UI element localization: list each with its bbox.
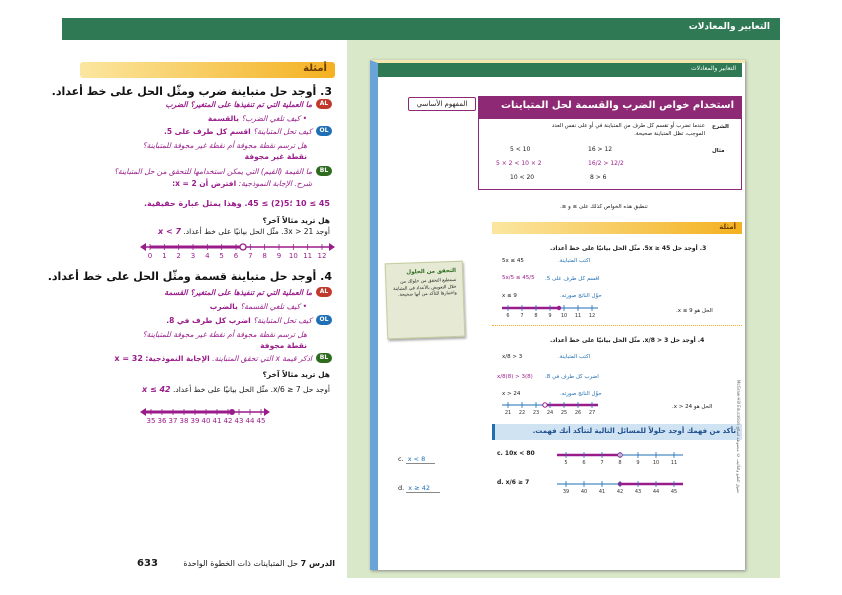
answer-d-value: x ≥ 42 (406, 484, 440, 493)
copyright-vertical: McGraw-Hill Education حقوق الطبع والتأليف © محفوظة لصالح (736, 380, 741, 494)
s3-tick-label: 8 (534, 313, 538, 319)
ex4-more-answer: x ≤ 42 (142, 385, 171, 394)
ex3-more-answer: x < 7 (158, 227, 182, 236)
chapter-title: التعابير والمعادلات (688, 22, 770, 32)
ex3-al-question: ما العملية التي تم تنفيذها على المتغير؟ الضرب (165, 100, 312, 109)
answer-d (398, 484, 440, 492)
s4-open-point (543, 403, 547, 407)
ex4-al-question: ما العملية التي تم تنفيذها على المتغير؟ القسمة (164, 288, 312, 297)
key-concept-tab: المفهوم الأساسي (408, 97, 476, 111)
badge-bl: BL (316, 353, 332, 363)
ex4-tick-label: 36 (157, 417, 167, 425)
s3-tick-label: 10 (560, 313, 568, 319)
s4-tick-label: 22 (518, 410, 526, 416)
ex3-solution: الحل هو x ≤ 9. (676, 308, 713, 314)
ex3-ol-row (164, 127, 312, 136)
ex4-tick-label: 38 (179, 417, 189, 425)
student-ex3: 3. أوجد حل 45 ≤ 5x. مثّل الحل بيانيًا على خط أعداد. (550, 245, 707, 252)
answer-c (398, 455, 435, 463)
ex3-al-answer: بالقسمة (207, 114, 239, 123)
cd-tick-label: 39 (562, 489, 570, 495)
s3-tick-label: 7 (520, 313, 524, 319)
examples-label: أمثلة (303, 63, 327, 74)
badge-ol: OL (316, 126, 332, 136)
sticky-body: تستطيع التحقق من حلولك من خلال التعويض بالأعداد في المتباينة واختبارها للتأكد من أنها صحيحة. (393, 277, 457, 298)
badge-ol: OL (316, 315, 332, 325)
ex4-comment-1: اكتب المتباينة. (558, 354, 591, 360)
examples-header (80, 62, 335, 78)
ex4-comment-2: اضرب كل طرف في 8. (545, 374, 599, 380)
s3-point (557, 306, 561, 310)
concept-math-2: 5 < 10 (510, 146, 531, 153)
ex3-tick-label: 12 (317, 252, 327, 260)
ex4-bl-answer: x = 32 (114, 354, 143, 363)
ex3-tick-label: 0 (147, 252, 153, 260)
badge-al: AL (316, 287, 332, 297)
cc-tick-label: 8 (618, 460, 622, 466)
ex4-solution: الحل هو x > 24. (672, 404, 713, 410)
check-c: c. 10x < 80 (497, 450, 535, 457)
ex3-arrow-right (329, 243, 335, 251)
ex3-bl-answer-label: شرح. الإجابة النموذجية: (238, 179, 312, 188)
ex4-tick-label: 42 (223, 417, 233, 425)
ex3-number-line (140, 238, 335, 266)
ex4-number-line (140, 403, 270, 431)
ex4-bl-row (114, 354, 312, 363)
ex4-tick-label: 44 (245, 417, 255, 425)
ex3-more: أوجد 21 < 3x. مثّل الحل بيانيًا على خط أعداد. (183, 227, 330, 236)
ex3-tick-label: 11 (303, 252, 313, 260)
cd-tick-label: 41 (598, 489, 606, 495)
s4-tick-label: 27 (588, 410, 596, 416)
student-ex4-number-line (500, 398, 600, 420)
ex4-tick-label: 35 (146, 417, 156, 425)
ex3-tick-label: 7 (248, 252, 253, 260)
check-title: تأكد من فهمك أوجد حلولاً للمسائل التالية لتتأكد أنك فهمت. (532, 427, 736, 435)
ex4-ol-row (166, 316, 312, 325)
ex3-step-2: 5x/5 ≤ 45/5 (502, 275, 535, 281)
ex3-tick-label: 2 (176, 252, 181, 260)
ex4-al-answer: بالضرب (209, 302, 238, 311)
ex3-step-3: x ≤ 9 (502, 293, 517, 299)
concept-math-4: 5 × 2 < 10 × 2 (496, 160, 542, 167)
ex3-ol-question: كيف تحل المتباينة؟ (253, 127, 312, 136)
concept-math-1: 16 > 12 (588, 146, 613, 153)
answer-c-value: x < 8 (406, 455, 436, 464)
cd-tick-label: 44 (652, 489, 660, 495)
concept-title-bar (478, 96, 742, 118)
ex3-ol-answer: اقسم كل طرف على 5. (163, 127, 251, 136)
footer-lesson: الدرس 7 (300, 559, 335, 568)
check-d-number-line (555, 477, 685, 499)
ex4-arrow-right (264, 408, 270, 416)
cc-tick-label: 6 (582, 460, 586, 466)
concept-math-3: 16/2 > 12/2 (588, 160, 624, 167)
ex4-step-3: x > 24 (502, 391, 521, 397)
s4-tick-label: 26 (574, 410, 582, 416)
student-ex4: 4. أوجد حل 3 < x/8. مثّل الحل بيانيًا على خط أعداد. (550, 337, 705, 344)
ex4-tick-label: 40 (201, 417, 211, 425)
example-label: مثال (712, 148, 725, 154)
ex3-bl-answer-row (172, 179, 312, 188)
student-examples-label: أمثلة (719, 223, 736, 231)
example-divider (492, 325, 742, 326)
badge-bl: BL (316, 166, 332, 176)
ex4-closed-point (229, 409, 235, 415)
ex3-comment-1: اكتب المتباينة. (558, 258, 591, 264)
ex4-tick-label: 37 (168, 417, 178, 425)
s4-tick-label: 23 (532, 410, 540, 416)
ex4-tick-label: 41 (212, 417, 222, 425)
concept-math-5: 8 > 6 (590, 174, 607, 181)
badge-al: AL (316, 99, 332, 109)
concept-title: استخدام خواص الضرب والقسمة لحل المتباينات (500, 100, 734, 111)
ex3-tick-label: 4 (205, 252, 210, 260)
check-understanding-bar (492, 424, 742, 440)
ex3-tick-label: 6 (233, 252, 239, 260)
ex4-ol-question: كيف تحل المتباينة؟ (253, 316, 312, 325)
ex4-ol-answer: اضرب كل طرف في 8. (166, 316, 251, 325)
ex4-al-hint: كيف تلغي القسمة؟ (240, 302, 301, 311)
ex3-more-row (158, 227, 330, 236)
ex4-step-2: x/8(8) > 3(8) (497, 374, 533, 380)
ex4-more: أوجد حل x/6 ≥ 7. مثّل الحل بيانيًا على خط أعداد. (172, 385, 330, 394)
ex3-tick-label: 10 (288, 252, 298, 260)
ex4-ol-question-2: هل ترسم نقطة مجوفة أم نقطة غير مجوفة للمتباينة؟ (142, 330, 307, 339)
ex3-tick-label: 3 (190, 252, 196, 260)
ex3-ol-answer-2: نقطة غير مجوفة (244, 152, 307, 161)
page-footer (85, 558, 335, 569)
ex3-al-hint: كيف تلغي الضرب؟ (241, 114, 301, 123)
s4-tick-label: 24 (546, 410, 554, 416)
ex4-step-1: x/8 > 3 (502, 354, 523, 360)
student-examples-header (492, 222, 742, 234)
ex3-al-hint-row: • كيف تلغي الضرب؟ بالقسمة (207, 114, 307, 123)
sticky-note (385, 261, 466, 340)
ex4-more-row (142, 385, 330, 394)
check-d: d. x/6 ≥ 7 (497, 479, 530, 486)
cd-tick-label: 43 (634, 489, 642, 495)
page-number: 633 (137, 558, 158, 569)
chapter-band (62, 18, 780, 40)
ex3-ol-question-2: هل ترسم نقطة مجوفة أم نقطة غير مجوفة للمتباينة؟ (142, 141, 307, 150)
ex3-open-point (240, 244, 246, 250)
ex4-tick-label: 45 (256, 417, 266, 425)
ex3-check: 45 ≥ 10 ؛5(2) ≥ 45. وهذا يمثل عبارة حقيقية. (143, 199, 330, 208)
ex4-al-hint-row: • كيف تلغي القسمة؟ بالضرب (209, 302, 307, 311)
concept-note: تنطبق هذه الخواص كذلك على ≥ و ≤. (560, 204, 648, 210)
ex4-bl-answer-label: الإجابة النموذجية: (145, 354, 210, 363)
answer-c-label: c. (398, 455, 404, 463)
student-chapter: التعابير والمعادلات (690, 65, 736, 72)
ex3-step-1: 5x ≤ 45 (502, 258, 524, 264)
s3-tick-label: 12 (588, 313, 596, 319)
ex4-more-question: هل تريد مثالاً آخر؟ (262, 370, 330, 379)
ex3-tick-label: 9 (276, 252, 282, 260)
ex4-ol-answer-2: نقطة مجوفة (260, 341, 307, 350)
cd-tick-label: 45 (670, 489, 678, 495)
example-3-title: 3. أوجد حل متباينة ضرب ومثّل الحل على خط أعداد. (51, 85, 332, 98)
s3-tick-label: 11 (574, 313, 582, 319)
sticky-title: التحقق من الحلول (406, 267, 457, 276)
ex3-comment-2: اقسم كل طرف على 5. (545, 276, 600, 282)
s3-tick-label: 6 (506, 313, 510, 319)
cc-tick-label: 11 (670, 460, 678, 466)
answer-d-label: d. (398, 484, 405, 492)
ex3-tick-label: 1 (162, 252, 167, 260)
example-4-title: 4. أوجد حل متباينة قسمة ومثّل الحل على خط أعداد. (47, 270, 332, 283)
ex3-arrow-left (140, 243, 146, 251)
cc-tick-label: 7 (600, 460, 604, 466)
footer-title: حل المتباينات ذات الخطوة الواحدة (183, 559, 299, 568)
ex3-more-question: هل تريد مثالاً آخر؟ (262, 216, 330, 225)
ex4-tick-label: 39 (190, 417, 200, 425)
cc-tick-label: 10 (652, 460, 660, 466)
check-c-number-line (555, 448, 685, 470)
cc-tick-label: 9 (636, 460, 640, 466)
s4-tick-label: 25 (560, 410, 568, 416)
concept-math-6: 10 < 20 (510, 174, 535, 181)
student-ex3-number-line (500, 301, 600, 323)
cd-tick-label: 40 (580, 489, 588, 495)
ex3-tick-label: 5 (219, 252, 224, 260)
ex3-bl-answer: افترض أن x = 2: (172, 179, 237, 188)
ex3-bl-question: ما القيمة (القيم) التي يمكن استخدامها للتحقق من حل المتباينة؟ (113, 167, 312, 176)
student-page-header (378, 63, 742, 77)
s4-tick-label: 21 (504, 410, 512, 416)
ex3-comment-3: حوّل الناتج صورته. (560, 293, 602, 299)
cd-tick-label: 42 (616, 489, 624, 495)
ex4-bl-question: اذكر قيمة x التي تحقق المتباينة. (212, 354, 312, 363)
s3-tick-label: 9 (548, 313, 552, 319)
explain-text: عندما تضرب أو تقسم كل طرف من المتباينة في أو على نفس العدد الموجب، تظل المتباينة صحيحة. (551, 123, 705, 137)
explain-label: الشرح (712, 124, 729, 130)
ex4-comment-3: حوّل الناتج صورته. (560, 391, 602, 397)
ex4-tick-label: 43 (234, 417, 244, 425)
ex3-tick-label: 8 (262, 252, 267, 260)
cc-tick-label: 5 (564, 460, 568, 466)
